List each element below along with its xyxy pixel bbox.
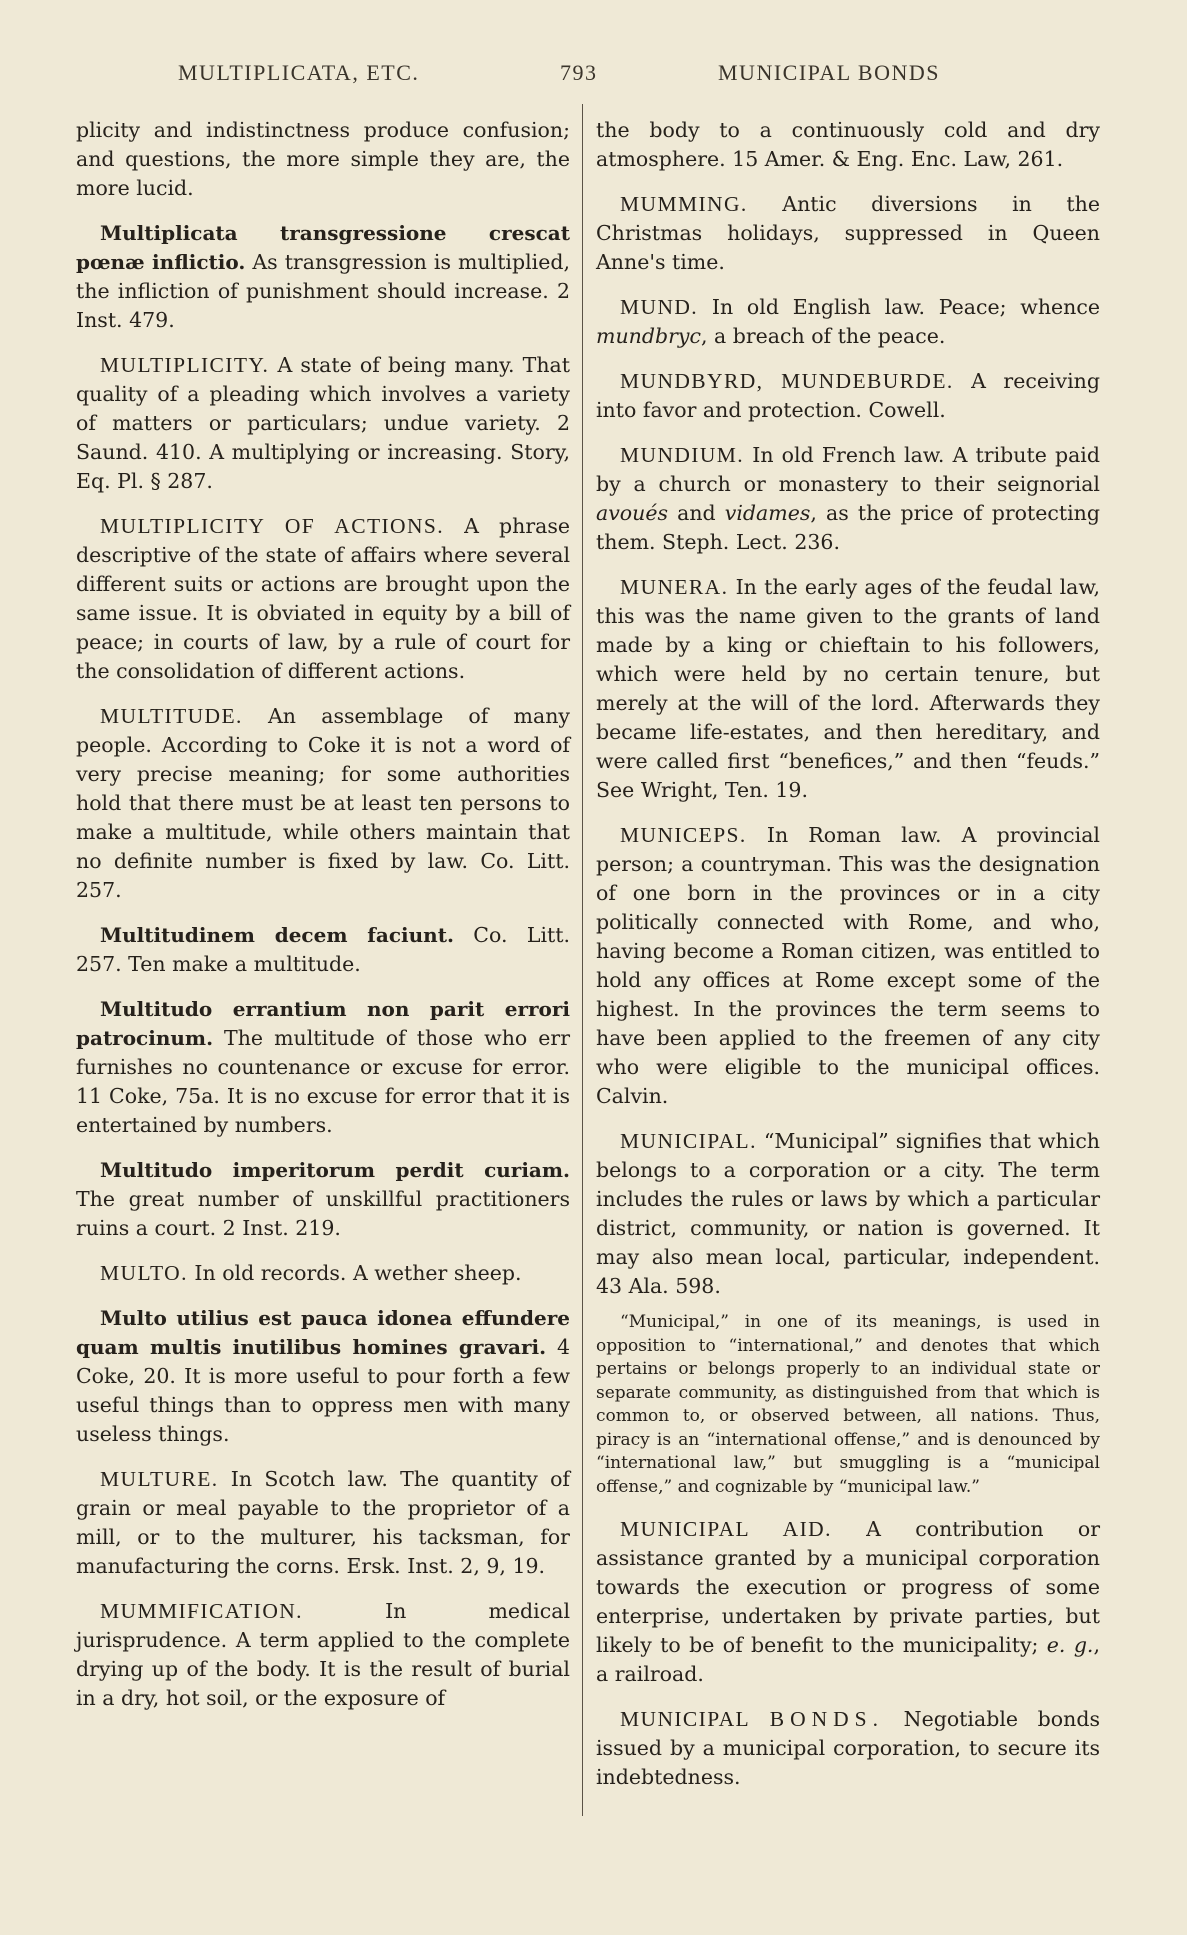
header-left: MULTIPLICATA, ETC. — [178, 60, 420, 85]
entry-municipal-aid — [596, 1515, 1100, 1689]
headword: MUNICEPS. — [620, 823, 747, 847]
entry-mundbyrd — [596, 367, 1100, 425]
headword: MULTITUDE. — [100, 704, 243, 728]
entry-multitudo-imperitorum — [76, 1156, 570, 1243]
entry-text: In old English law. Peace; whence — [698, 295, 1100, 319]
entry-multitudinem — [76, 921, 570, 979]
entry-text: Antic diversions in the Christmas holidays, suppressed in Queen Anne's time. — [596, 192, 1100, 274]
headword: MUND. — [620, 295, 699, 319]
entry-text: In old records. A wether sheep. — [187, 1261, 522, 1285]
entry-text: A phrase descriptive of the state of affairs where several different suits or actions are brought upon the same issue. It is obviated in equity by a bill of peace; in courts of law, by a rule of court for the consolidation of different actions. — [76, 514, 570, 683]
italic-term: avoués — [596, 501, 669, 525]
headword: MULTO. — [100, 1261, 188, 1285]
headword: MUNICIPAL — [620, 1707, 751, 1731]
entry-text: , a railroad. — [596, 1633, 1100, 1686]
maxim-headword: Multiplicata transgressione crescat pœnæ inflictio. — [76, 221, 570, 274]
headword: MUMMIFICATION. — [100, 1599, 303, 1623]
headword: MUNDIUM. — [620, 443, 745, 467]
entry-continuation — [596, 116, 1100, 174]
entry-continuation — [76, 116, 570, 203]
entry-mundium — [596, 441, 1100, 557]
entry-text: In the early ages of the feudal law, this was the name given to the grants of land made by a king or chieftain to his followers, which were held by no certain tenure, but merely at the will of the lord. Afterwards they became life-estates, and then hereditary, and were called first “benefices,” and then “feuds.” See Wright, Ten. 19. — [596, 575, 1100, 802]
entry-text: , a breach of the peace. — [700, 324, 946, 348]
headword: MUNICIPAL. — [620, 1129, 757, 1153]
entry-multo-utilius — [76, 1304, 570, 1449]
entry-text: , as the price of protecting them. Steph. Lect. 236. — [596, 501, 1100, 554]
entry-text: The great number of unskillful practitioners ruins a court. 2 Inst. 219. — [76, 1187, 570, 1240]
column-divider — [582, 104, 583, 1816]
left-column — [76, 116, 570, 1729]
entry-text: The multitude of those who err furnishes no countenance or excuse for error. 11 Coke, 75a. It is no excuse for error that it is entertained by numbers. — [76, 1026, 570, 1137]
entry-multiplicity-of-actions — [76, 512, 570, 686]
headword: MUNICIPAL AID. — [620, 1517, 832, 1541]
entry-text: In medical jurisprudence. A term applied to the complete drying up of the body. It is the result of burial in a dry, hot soil, or the exposure of — [76, 1599, 570, 1710]
entry-text: Negotiable bonds issued by a municipal corporation, to secure its indebtedness. — [596, 1707, 1100, 1789]
maxim-headword: Multitudo errantium non parit errori patrocinum. — [76, 997, 570, 1050]
entry-text: In Scotch law. The quantity of grain or meal payable to the proprietor of a mill, or to the multurer, his tacksman, for manufacturing the corns. Ersk. Inst. 2, 9, 19. — [76, 1467, 570, 1578]
entry-multitudo-errantium — [76, 995, 570, 1140]
headword: MULTIPLICITY OF ACTIONS. — [100, 514, 445, 538]
headword: MUNDBYRD, MUNDEBURDE. — [620, 369, 954, 393]
running-header — [0, 60, 1187, 90]
entry-text: A state of being many. That quality of a pleading which involves a variety of matters or particulars; undue variety. 2 Saund. 410. A multiplying or increasing. Story, Eq. Pl. § 287. — [76, 353, 570, 493]
entry-mumming — [596, 190, 1100, 277]
headword: MULTIPLICITY. — [100, 353, 270, 377]
headword: MUMMING. — [620, 192, 748, 216]
entry-text: A receiving into favor and protection. Cowell. — [596, 369, 1101, 422]
entry-text: the body to a continuously cold and dry atmosphere. 15 Amer. & Eng. Enc. Law, 261. — [596, 118, 1100, 171]
entry-multiplicity — [76, 351, 570, 496]
italic-term: vidames — [724, 501, 811, 525]
header-right: MUNICIPAL BONDS — [718, 60, 940, 85]
entry-munera — [596, 573, 1100, 805]
entry-text: An assemblage of many people. According to Coke it is not a word of very precise meaning; for some authorities hold that there must be at least ten persons to make a multitude, while others maintain that no definite number is fixed by law. Co. Litt. 257. — [76, 704, 570, 902]
entry-text: 4 Coke, 20. It is more useful to pour forth a few useful things than to oppress men with many useless things. — [76, 1335, 570, 1446]
entry-text: In old French law. A tribute paid by a church or monastery to their seignorial — [596, 443, 1100, 496]
entry-multitude — [76, 702, 570, 905]
municipal-note: “Municipal,” in one of its meanings, is used in opposition to “international,” and denotes that which pertains or belongs properly to an individual state or separate community, as distinguished from that which is common to, or observed between, all nations. Thus, piracy is an “international offense,” and is denounced by “international law,” but smuggling is a “municipal offense,” and cognizable by “municipal law.” — [596, 1312, 1100, 1497]
entry-multo — [76, 1259, 570, 1288]
entry-municeps — [596, 821, 1100, 1111]
entry-text: plicity and indistinctness produce confusion; and questions, the more simple they are, the more lucid. — [76, 118, 570, 200]
entry-text: and — [668, 501, 725, 525]
entry-municipal — [596, 1127, 1100, 1301]
maxim-headword: Multo utilius est pauca idonea effundere quam multis inutilibus homines gravari. — [76, 1306, 570, 1359]
entry-text: Co. Litt. 257. Ten make a multitude. — [76, 923, 570, 976]
maxim-headword: Multitudinem decem faciunt. — [100, 923, 454, 947]
entry-multiplicata — [76, 219, 570, 335]
entry-text: “Municipal” signifies that which belongs to a corporation or a city. The term includes the rules or laws by which a particular district, community, or nation is governed. It may also mean local, particular, independent. 43 Ala. 598. — [596, 1129, 1100, 1298]
italic-term: e. g. — [1046, 1633, 1094, 1657]
entry-text: As transgression is multiplied, the infliction of punishment should increase. 2 Inst. 479. — [76, 250, 570, 332]
headword: BONDS. — [769, 1707, 884, 1731]
entry-text: In Roman law. A provincial person; a countryman. This was the designation of one born in the provinces or in a city politically connected with Rome, and who, having become a Roman citizen, was entitled to hold any offices at Rome except some of the highest. In the provinces the term seems to have been applied to the freemen of any city who were eligible to the municipal offices. Calvin. — [596, 823, 1100, 1108]
entry-multure — [76, 1465, 570, 1581]
headword: MULTURE. — [100, 1467, 219, 1491]
maxim-headword: Multitudo imperitorum perdit curiam. — [100, 1158, 570, 1182]
entry-municipal-bonds — [596, 1705, 1100, 1792]
entry-text: A contribution or assistance granted by a municipal corporation towards the execution or progress of some enterprise, undertaken by private parties, but likely to be of benefit to the municipality; — [596, 1517, 1100, 1657]
right-column — [596, 116, 1100, 1808]
page-number: 793 — [560, 60, 598, 85]
entry-mund — [596, 293, 1100, 351]
headword: MUNERA. — [620, 575, 729, 599]
italic-term: mundbryc — [596, 324, 701, 348]
entry-mummification — [76, 1597, 570, 1713]
